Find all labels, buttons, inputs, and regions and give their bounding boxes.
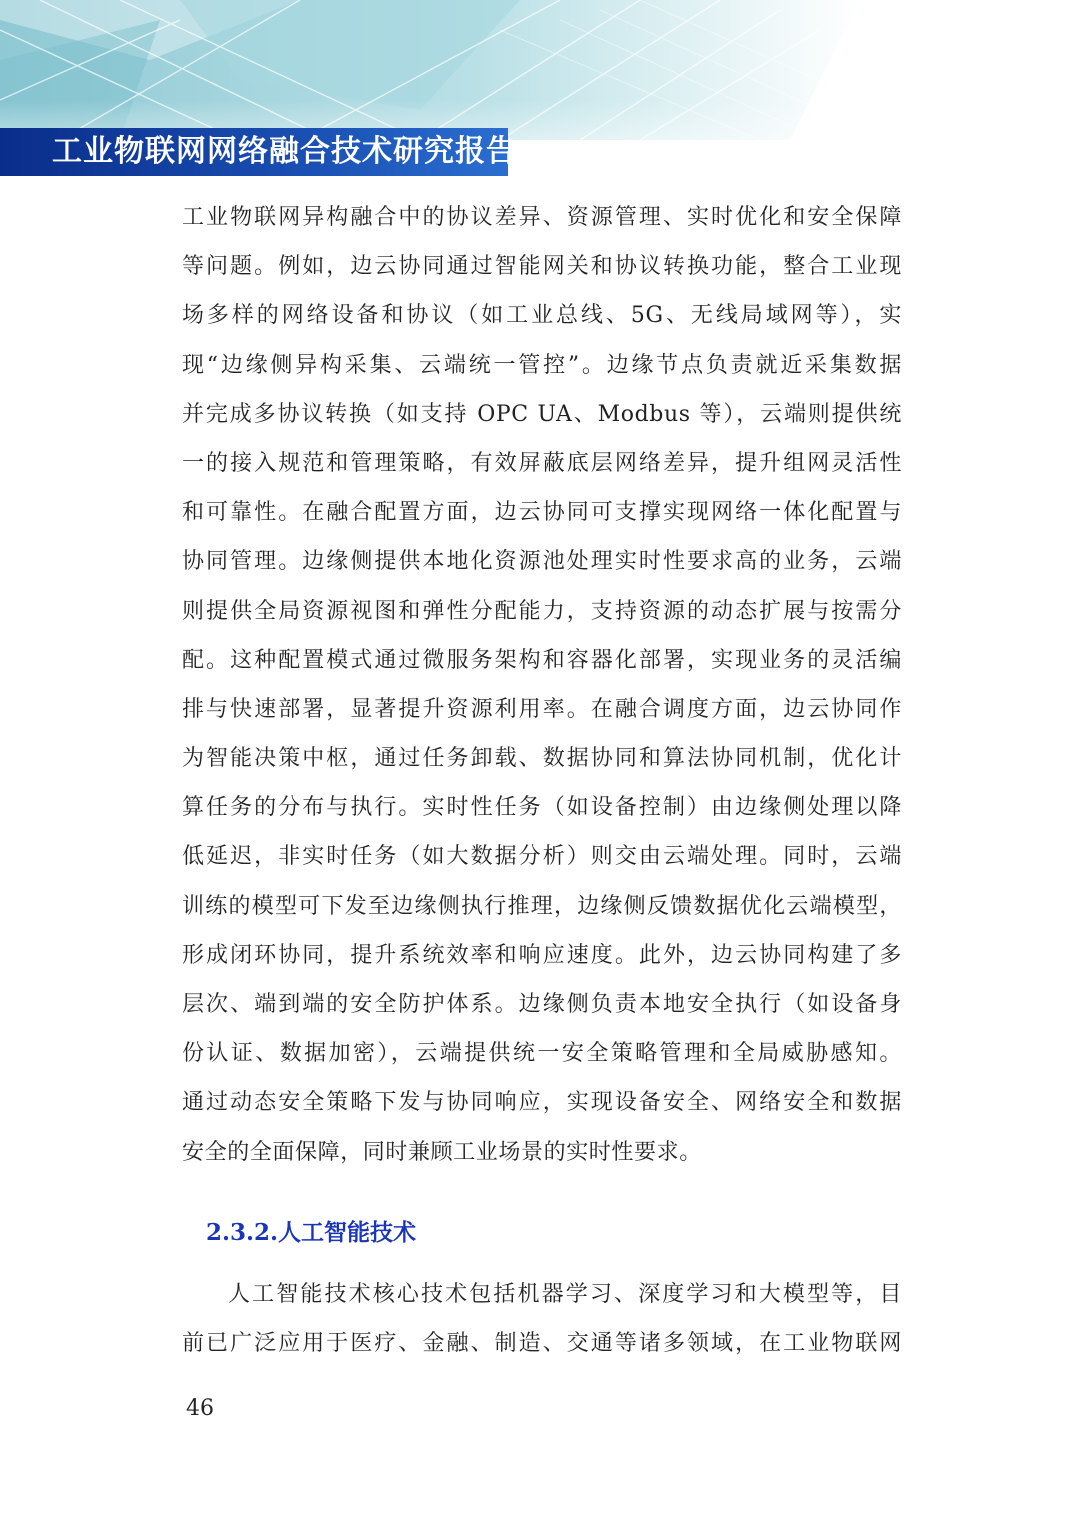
text-line: 通过动态安全策略下发与协同响应，实现设备安全、网络安全和数据 xyxy=(182,1090,902,1116)
text-line: 训练的模型可下发至边缘侧执行推理，边缘侧反馈数据优化云端模型， xyxy=(182,893,902,919)
text-line: 算任务的分布与执行。实时性任务（如设备控制）由边缘侧处理以降 xyxy=(182,795,902,821)
text-line: 层次、端到端的安全防护体系。边缘侧负责本地安全执行（如设备身 xyxy=(182,992,902,1017)
text-line: 前已广泛应用于医疗、金融、制造、交通等诸多领域，在工业物联网 xyxy=(182,1331,902,1357)
text-line: 现“边缘侧异构采集、云端统一管控”。边缘节点负责就近采集数据 xyxy=(182,352,902,378)
text-line: 为智能决策中枢，通过任务卸载、数据协同和算法协同机制，优化计 xyxy=(182,746,902,772)
text-line: 工业物联网异构融合中的协议差异、资源管理、实时优化和安全保障 xyxy=(182,205,902,230)
report-title: 工业物联网网络融合技术研究报告 xyxy=(52,134,517,169)
text-line: 并完成多协议转换（如支持 OPC UA、Modbus 等），云端则提供统 xyxy=(182,401,902,427)
text-line: 等问题。例如，边云协同通过智能网关和协议转换功能，整合工业现 xyxy=(182,254,902,280)
section-heading: 2.3.2.人工智能技术 xyxy=(206,1219,417,1246)
text-line: 协同管理。边缘侧提供本地化资源池处理实时性要求高的业务，云端 xyxy=(182,549,902,575)
text-line: 和可靠性。在融合配置方面，边云协同可支撑实现网络一体化配置与 xyxy=(182,500,902,526)
text-line: 则提供全局资源视图和弹性分配能力，支持资源的动态扩展与按需分 xyxy=(182,598,902,624)
text-line: 一的接入规范和管理策略，有效屏蔽底层网络差异，提升组网灵活性 xyxy=(182,450,902,476)
text-line: 场多样的网络设备和协议（如工业总线、5G、无线局域网等），实 xyxy=(182,303,902,329)
text-line: 形成闭环协同，提升系统效率和响应速度。此外，边云协同构建了多 xyxy=(182,942,902,968)
text-line: 配。这种配置模式通过微服务架构和容器化部署，实现业务的灵活编 xyxy=(182,647,902,673)
section-paragraph xyxy=(182,1270,902,1368)
text-line: 人工智能技术核心技术包括机器学习、深度学习和大模型等，目 xyxy=(228,1282,902,1307)
page-number: 46 xyxy=(186,1396,214,1421)
body-paragraph xyxy=(182,193,902,1177)
text-line: 安全的全面保障，同时兼顾工业场景的实时性要求。 xyxy=(182,1139,702,1165)
text-line: 低延迟，非实时任务（如大数据分析）则交由云端处理。同时，云端 xyxy=(182,844,902,870)
text-line: 排与快速部署，显著提升资源利用率。在融合调度方面，边云协同作 xyxy=(182,696,902,722)
text-line: 份认证、数据加密），云端提供统一安全策略管理和全局威胁感知。 xyxy=(182,1041,902,1067)
